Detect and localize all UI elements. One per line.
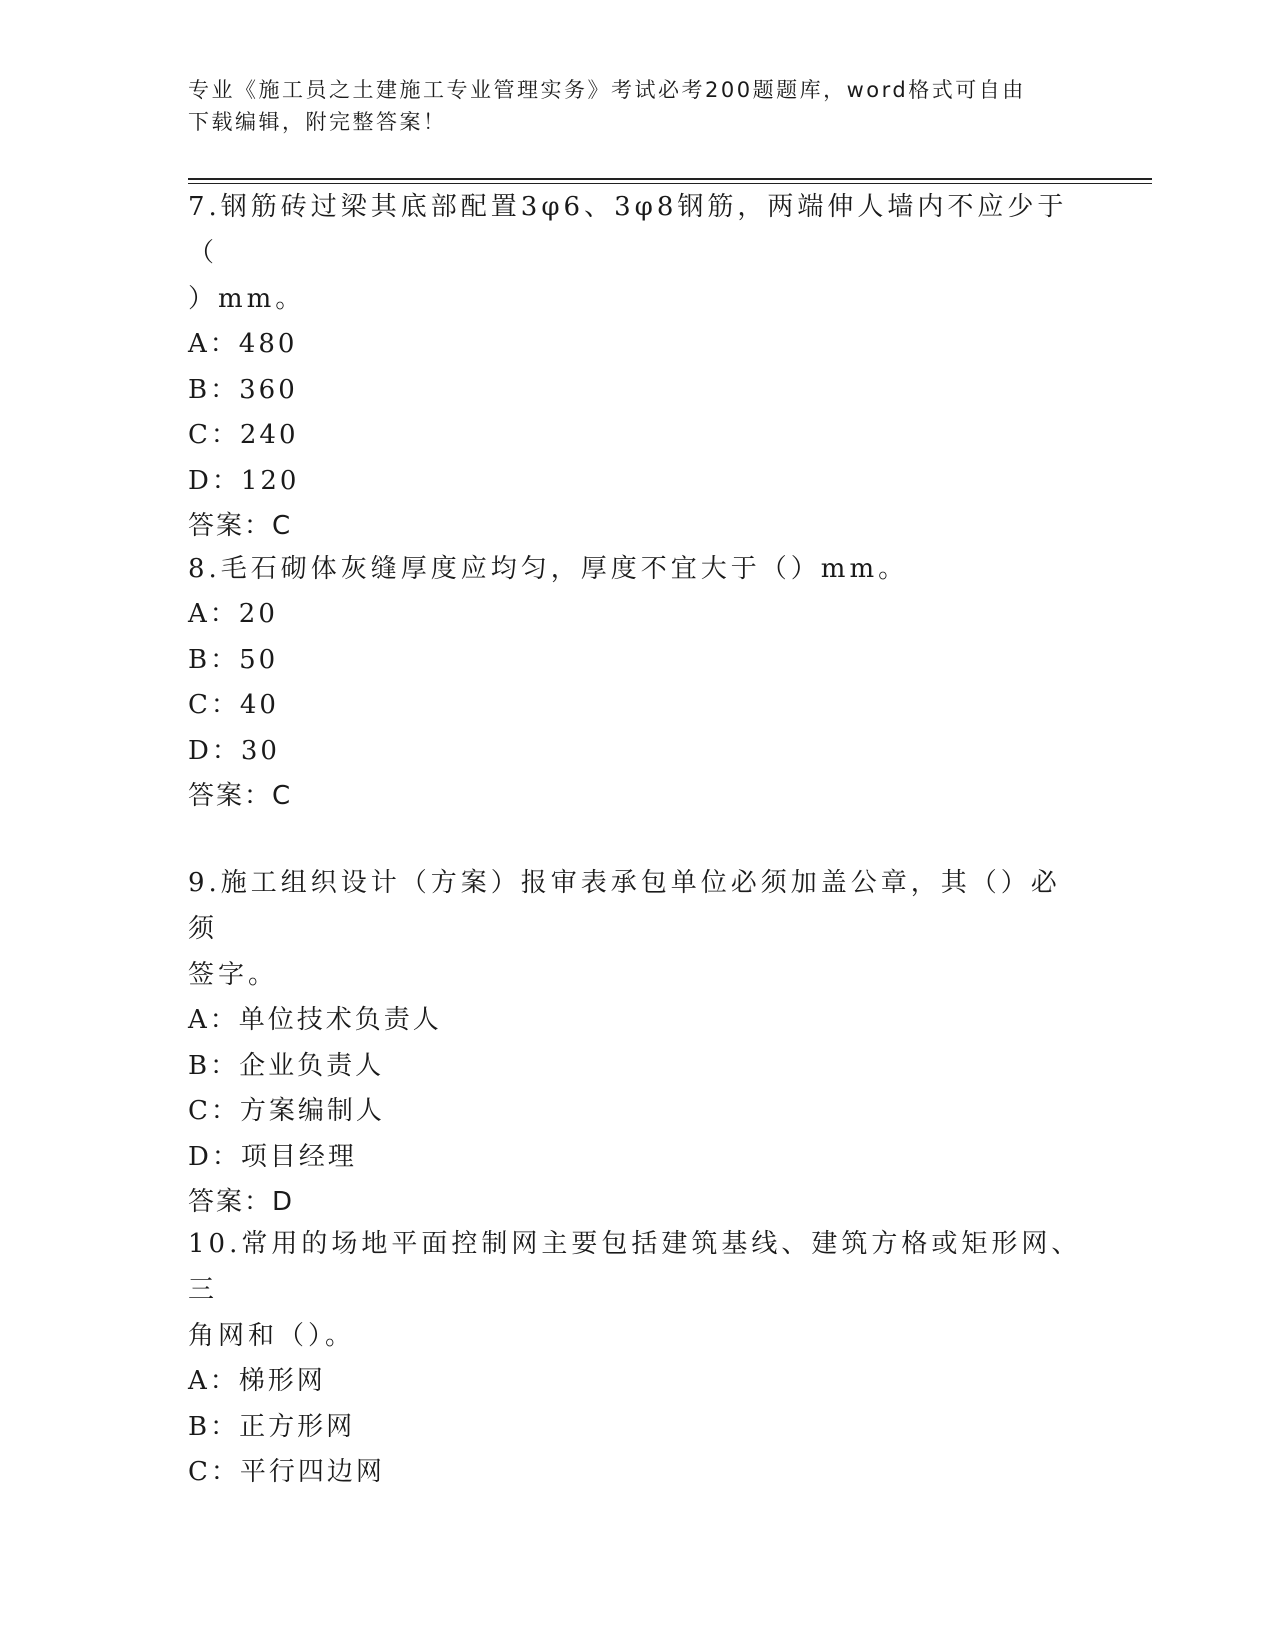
answer: 答案：D [188,1187,295,1217]
option-d: D：项目经理 [188,1141,357,1172]
question-8 [188,546,1088,819]
question-text-line-1: 8.毛石砌体灰缝厚度应均匀，厚度不宜大于（）mm。 [188,554,909,584]
answer: 答案：C [188,511,293,541]
option-c: C：40 [188,690,279,720]
option-c: C：240 [188,420,299,450]
question-text-line-1: 10.常用的场地平面控制网主要包括建筑基线、建筑方格或矩形网、三 [188,1229,1082,1305]
option-d: D：30 [188,735,280,766]
header-divider-thick [188,178,1152,180]
option-a: A：单位技术负责人 [188,1005,442,1035]
option-d: D：120 [188,465,300,496]
question-text-line-2: 角网和（）。 [188,1321,356,1351]
question-10 [188,1221,1088,1496]
option-b: B：正方形网 [188,1411,356,1442]
question-text-line-2: ）mm。 [188,284,306,314]
option-b: B：50 [188,644,279,675]
option-c: C：方案编制人 [188,1096,385,1126]
option-c: C：平行四边网 [188,1457,385,1487]
question-7 [188,184,1088,549]
option-a: A：梯形网 [188,1366,326,1396]
answer: 答案：C [188,781,293,811]
question-text-line-1: 9.施工组织设计（方案）报审表承包单位必须加盖公章，其（）必须 [188,868,1061,944]
question-text-line-2: 签字。 [188,960,279,990]
option-a: A：480 [188,329,298,359]
document-header [188,74,1088,138]
header-title-line-2: 下载编辑，附完整答案！ [188,110,447,134]
question-9 [188,860,1088,1225]
option-b: B：企业负责人 [188,1050,385,1081]
option-b: B：360 [188,374,298,405]
option-a: A：20 [188,599,278,629]
question-text-line-1: 7.钢筋砖过梁其底部配置3φ6、3φ8钢筋，两端伸人墙内不应少于（ [188,192,1068,268]
header-title-line-1: 专业《施工员之土建施工专业管理实务》考试必考200题题库，word格式可自由 [188,78,1026,102]
